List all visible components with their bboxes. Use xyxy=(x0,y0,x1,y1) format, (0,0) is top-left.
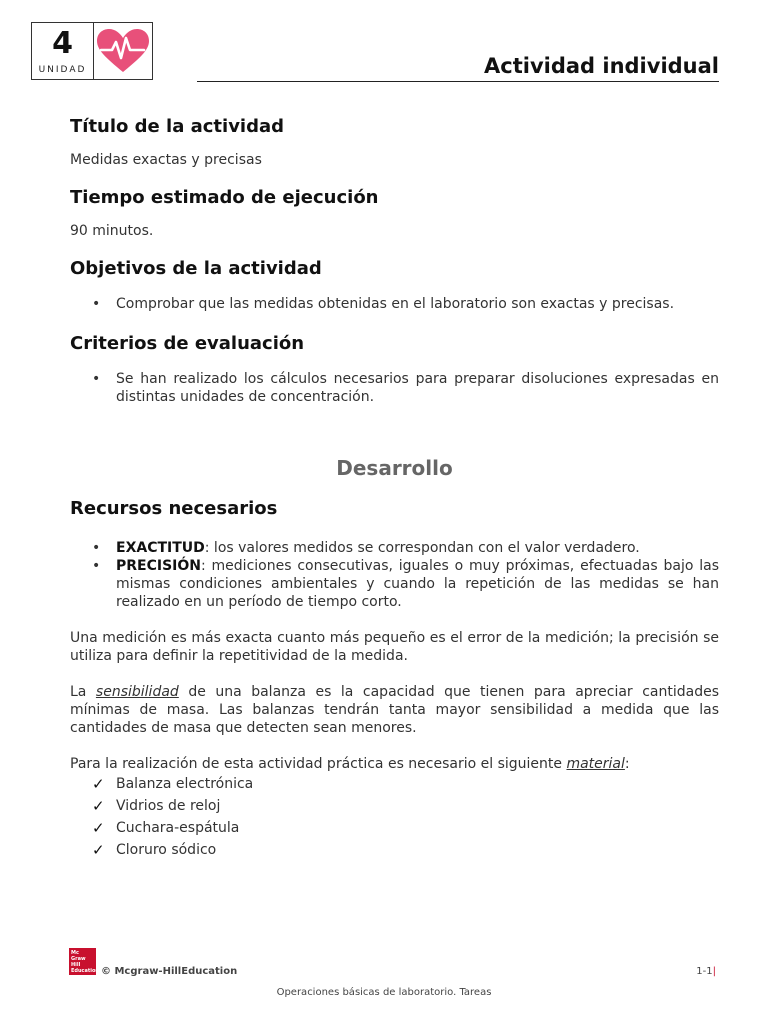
page-bar: | xyxy=(712,966,716,977)
heart-icon xyxy=(94,23,152,79)
material-label: Vidrios de reloj xyxy=(116,798,221,814)
para-text: Para la realización de esta actividad práctica es necesario el siguiente xyxy=(70,756,567,772)
unit-box xyxy=(31,22,153,80)
para-text: : xyxy=(624,756,630,772)
list-item: • Comprobar que las medidas obtenidas en el laboratorio son exactas y precisas. xyxy=(116,295,719,313)
recursos-heading: Recursos necesarios xyxy=(70,498,278,519)
desarrollo-heading: Desarrollo xyxy=(336,456,453,480)
heart-icon-svg xyxy=(96,28,150,74)
list-item xyxy=(92,839,719,861)
copyright: © Mcgraw-HillEducation xyxy=(101,966,238,977)
paragraph-material xyxy=(70,755,719,773)
unit-number: 4 xyxy=(52,26,73,61)
tiempo-heading: Tiempo estimado de ejecución xyxy=(70,187,379,208)
criterios-list xyxy=(70,370,719,406)
materials-list xyxy=(70,773,719,861)
objetivos-heading: Objetivos de la actividad xyxy=(70,258,322,279)
check-icon: ✓ xyxy=(92,775,105,793)
publisher-logo xyxy=(69,948,99,975)
objetivos-list xyxy=(70,295,719,313)
para-text: de una balanza es la capacidad que tienen para apreciar cantidades mínimas de masa. Las balanzas tendrán tanta mayor sensibilidad a medida que las cantidades de masa que detecten sean menores. xyxy=(70,684,719,736)
list-item: • Se han realizado los cálculos necesarios para preparar disoluciones expresadas en distintas unidades de concentración. xyxy=(116,370,719,406)
material-label: Cuchara-espátula xyxy=(116,820,240,836)
unit-label: UNIDAD xyxy=(38,65,87,75)
def-text: : los valores medidos se correspondan con el valor verdadero. xyxy=(204,540,640,556)
def-text: : mediciones consecutivas, iguales o muy próximas, efectuadas bajo las mismas condiciones ambientales y cuando la repetición de las medidas se han realizado en un período de tiempo corto. xyxy=(116,558,719,610)
check-icon: ✓ xyxy=(92,797,105,815)
definitions-list xyxy=(70,539,719,611)
page-number-text: 1-1 xyxy=(696,966,713,977)
main-content xyxy=(70,116,719,861)
tiempo-text: 90 minutos. xyxy=(70,223,154,239)
def-term: PRECISIÓN xyxy=(116,558,201,574)
unit-number-cell xyxy=(32,23,94,79)
list-item xyxy=(92,817,719,839)
sensibilidad-term: sensibilidad xyxy=(95,684,179,700)
list-item xyxy=(92,773,719,795)
criterios-heading: Criterios de evaluación xyxy=(70,333,305,354)
material-term: material xyxy=(566,756,625,772)
material-label: Cloruro sódico xyxy=(116,842,217,858)
check-icon: ✓ xyxy=(92,819,105,837)
paragraph-exactitud: Una medición es más exacta cuanto más pequeño es el error de la medición; la precisión se utiliza para definir la repetitividad de la medida. xyxy=(70,630,719,664)
logo-text: Mc Graw Hill Education xyxy=(71,950,99,974)
paragraph-sensibilidad xyxy=(70,683,719,737)
titulo-heading: Título de la actividad xyxy=(70,116,285,137)
list-item xyxy=(92,795,719,817)
header-divider xyxy=(197,81,719,82)
titulo-text: Medidas exactas y precisas xyxy=(70,152,262,168)
material-label: Balanza electrónica xyxy=(116,776,254,792)
footer-text: Operaciones básicas de laboratorio. Tareas xyxy=(276,987,492,998)
list-item xyxy=(116,539,719,557)
para-text: La xyxy=(70,684,96,700)
check-icon: ✓ xyxy=(92,841,105,859)
list-item xyxy=(116,557,719,611)
page-number xyxy=(696,966,716,977)
def-term: EXACTITUD xyxy=(116,540,205,556)
page-title: Actividad individual xyxy=(484,54,719,78)
